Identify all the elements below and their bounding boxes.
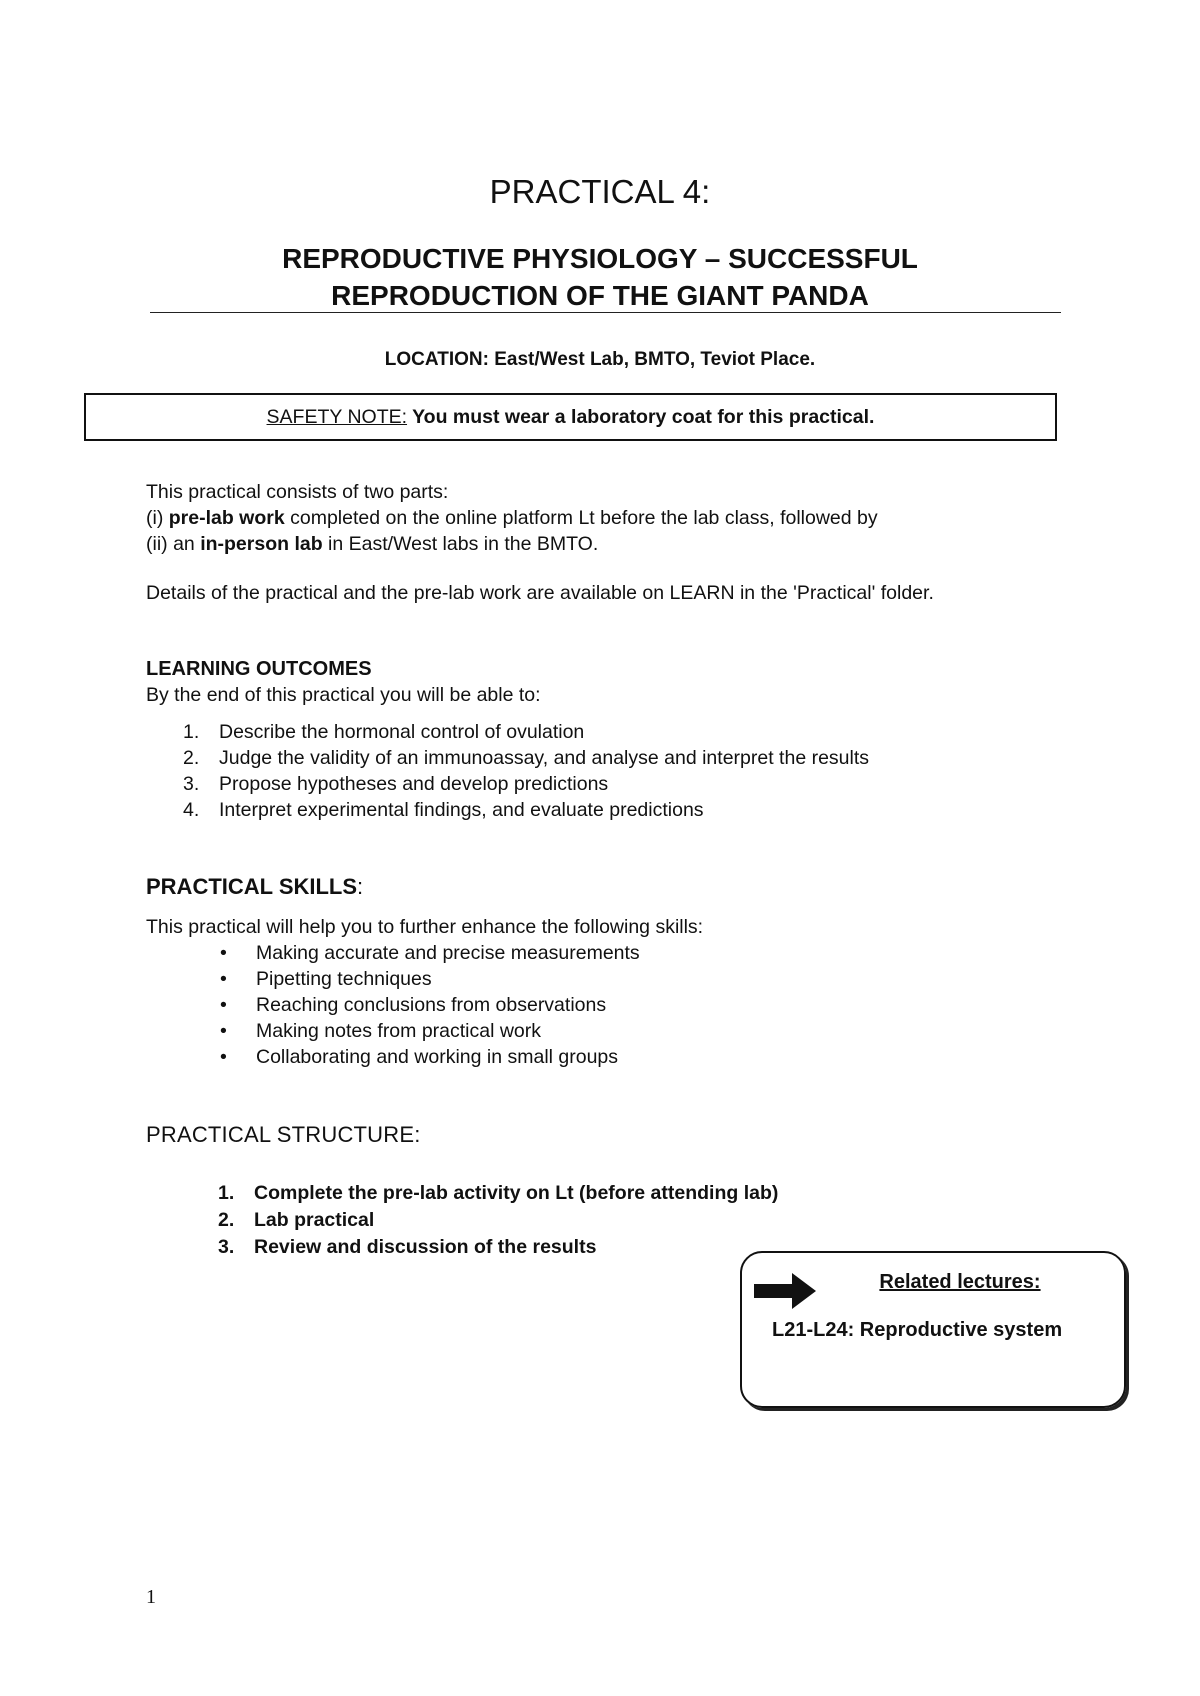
practical-skills-list bbox=[220, 940, 640, 1070]
list-item: 1. Complete the pre-lab activity on Lt (before attending lab) bbox=[218, 1182, 779, 1204]
list-item: 2. Judge the validity of an immunoassay, and analyse and interpret the results bbox=[183, 747, 870, 769]
practical-skills-intro: This practical will help you to further enhance the following skills: bbox=[146, 916, 704, 938]
learning-outcomes-list bbox=[183, 719, 870, 823]
list-item: 1. Describe the hormonal control of ovulation bbox=[183, 721, 585, 743]
intro-line-2: (i) pre-lab work completed on the online platform Lt before the lab class, followed by bbox=[146, 507, 878, 529]
practical-structure-heading: PRACTICAL STRUCTURE: bbox=[146, 1122, 421, 1147]
list-item: • Making accurate and precise measurements bbox=[220, 942, 640, 964]
safety-note-box bbox=[84, 393, 1057, 441]
page-number: 1 bbox=[146, 1586, 156, 1608]
list-item: 3. Propose hypotheses and develop predictions bbox=[183, 773, 609, 795]
related-lectures-title: Related lectures: bbox=[879, 1271, 1041, 1293]
practical-structure-list bbox=[218, 1180, 779, 1261]
bullet-icon: • bbox=[220, 968, 227, 990]
bullet-icon: • bbox=[220, 994, 227, 1016]
bullet-icon: • bbox=[220, 1046, 227, 1068]
bullet-icon: • bbox=[220, 1020, 227, 1042]
safety-note-label: SAFETY NOTE: bbox=[266, 406, 408, 428]
list-item: • Collaborating and working in small groups bbox=[220, 1046, 619, 1068]
location-line: LOCATION: East/West Lab, BMTO, Teviot Place. bbox=[384, 349, 816, 370]
list-item: 2. Lab practical bbox=[218, 1209, 375, 1231]
list-item: 4. Interpret experimental findings, and evaluate predictions bbox=[183, 799, 704, 821]
list-item: • Making notes from practical work bbox=[220, 1020, 542, 1042]
in-person-emphasis: in-person lab bbox=[200, 533, 323, 555]
practical-skills-heading: PRACTICAL SKILLS: bbox=[146, 874, 364, 899]
page-subtitle bbox=[0, 240, 1200, 314]
intro-line-1: This practical consists of two parts: bbox=[146, 481, 449, 503]
subtitle-line-1: REPRODUCTIVE PHYSIOLOGY – SUCCESSFUL bbox=[282, 243, 918, 274]
related-lectures-body: L21-L24: Reproductive system bbox=[772, 1319, 1063, 1341]
bullet-icon: • bbox=[220, 942, 227, 964]
subtitle-line-2: REPRODUCTION OF THE GIANT PANDA bbox=[331, 280, 869, 311]
pre-lab-emphasis: pre-lab work bbox=[168, 507, 285, 529]
learning-outcomes-intro: By the end of this practical you will be able to: bbox=[146, 684, 541, 706]
list-item: • Reaching conclusions from observations bbox=[220, 994, 607, 1016]
details-paragraph: Details of the practical and the pre-lab work are available on LEARN in the 'Practical' folder. bbox=[146, 582, 934, 604]
safety-note-text: You must wear a laboratory coat for this practical. bbox=[407, 406, 875, 428]
intro-line-3: (ii) an in-person lab in East/West labs in the BMTO. bbox=[146, 533, 599, 555]
learning-outcomes-heading: LEARNING OUTCOMES bbox=[146, 658, 372, 680]
page-title: PRACTICAL 4: bbox=[489, 173, 711, 210]
list-item: • Pipetting techniques bbox=[220, 968, 432, 990]
intro-paragraph bbox=[146, 479, 878, 557]
list-item: 3. Review and discussion of the results bbox=[218, 1236, 597, 1258]
title-divider bbox=[150, 312, 1061, 313]
related-lectures-box bbox=[740, 1251, 1126, 1408]
